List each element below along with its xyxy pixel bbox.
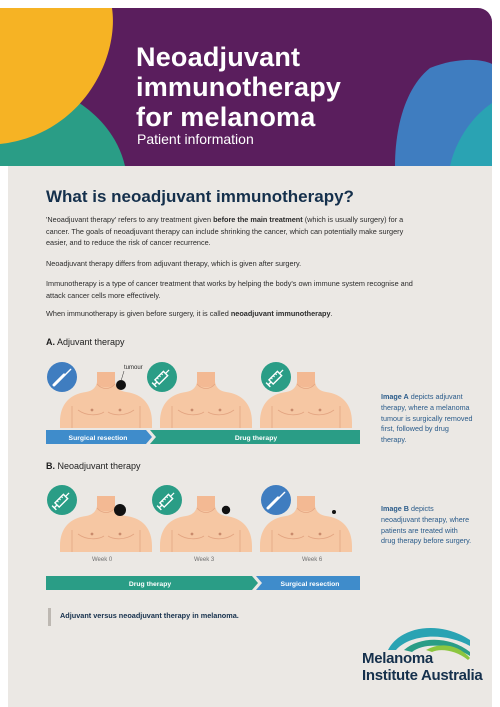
logo-text-line-2: Institute Australia xyxy=(362,667,483,684)
paragraph-difference: Neoadjuvant therapy differs from adjuvant therapy, which is given after surgery. xyxy=(46,259,302,268)
figure-a-letter: A. xyxy=(46,337,55,347)
tumour-marker-b3 xyxy=(332,510,336,514)
footnote-rule xyxy=(48,608,51,626)
title-line-1: Neoadjuvant xyxy=(136,42,301,72)
week-6-label: Week 6 xyxy=(302,557,323,563)
figure-footnote: Adjuvant versus neoadjuvant therapy in melanoma. xyxy=(60,611,239,620)
tumour-marker-a xyxy=(116,380,126,390)
tumour-pointer xyxy=(121,371,124,381)
caption-b-text: depicts neoadjuvant therapy, where patients are treated with drug therapy before surgery. xyxy=(381,504,472,546)
bar-a-right-label: Drug therapy xyxy=(234,435,278,442)
syringe-icon xyxy=(147,362,177,392)
tumour-marker-b1 xyxy=(114,504,126,516)
figure-b-letter: B. xyxy=(46,461,55,471)
tumour-marker-b2 xyxy=(222,506,230,514)
p1-text-bold: before the main treatment xyxy=(213,215,303,224)
paragraph-immunotherapy: Immunotherapy is a type of cancer treatment that works by helping the body's own immune system recognise and attack cancer cells more effectively. xyxy=(46,279,413,300)
caption-a-bold: Image A xyxy=(381,392,409,401)
p1-text-c: (which is usually surgery) for a cancer. The goals of neoadjuvant therapy can include shrinking the cancer, which can potentially make surgery easier, and to reduce the risk of cancer recurrence. xyxy=(46,215,404,248)
scalpel-icon xyxy=(261,485,291,515)
syringe-icon xyxy=(152,485,182,515)
p4-text-a: When immunotherapy is given before surgery, it is called xyxy=(46,309,231,318)
p4-text-c: . xyxy=(330,309,333,318)
page-subtitle: Patient information xyxy=(137,131,254,147)
bar-a-left-label: Surgical resection xyxy=(68,435,128,442)
figure-b-label xyxy=(46,461,141,471)
title-line-2: immunotherapy xyxy=(136,72,342,102)
title-line-3: for melanoma xyxy=(136,102,316,132)
syringe-icon xyxy=(47,485,77,515)
tumour-label: tumour xyxy=(124,365,143,371)
figure-a-title: Adjuvant therapy xyxy=(55,337,125,347)
syringe-icon xyxy=(261,362,291,392)
logo-text-line-1: Melanoma xyxy=(362,650,433,667)
week-0-label: Week 0 xyxy=(92,557,113,563)
caption-b-bold: Image B xyxy=(381,504,409,513)
caption-a-text: depicts adjuvant therapy, where a melanoma tumour is surgically removed first, followed by drug therapy. xyxy=(381,392,473,445)
bar-b-right-label: Surgical resection xyxy=(280,581,340,588)
bar-b-left-label: Drug therapy xyxy=(128,581,172,588)
caption-a xyxy=(381,392,473,446)
scalpel-icon xyxy=(47,362,77,392)
caption-b xyxy=(381,504,473,547)
p1-text-a: 'Neoadjuvant therapy' refers to any treatment given xyxy=(46,215,214,224)
section-heading: What is neoadjuvant immunotherapy? xyxy=(46,187,354,206)
figure-b-title: Neoadjuvant therapy xyxy=(55,461,141,471)
p4-text-bold: neoadjuvant immunotherapy xyxy=(230,309,331,318)
week-3-label: Week 3 xyxy=(194,557,215,563)
